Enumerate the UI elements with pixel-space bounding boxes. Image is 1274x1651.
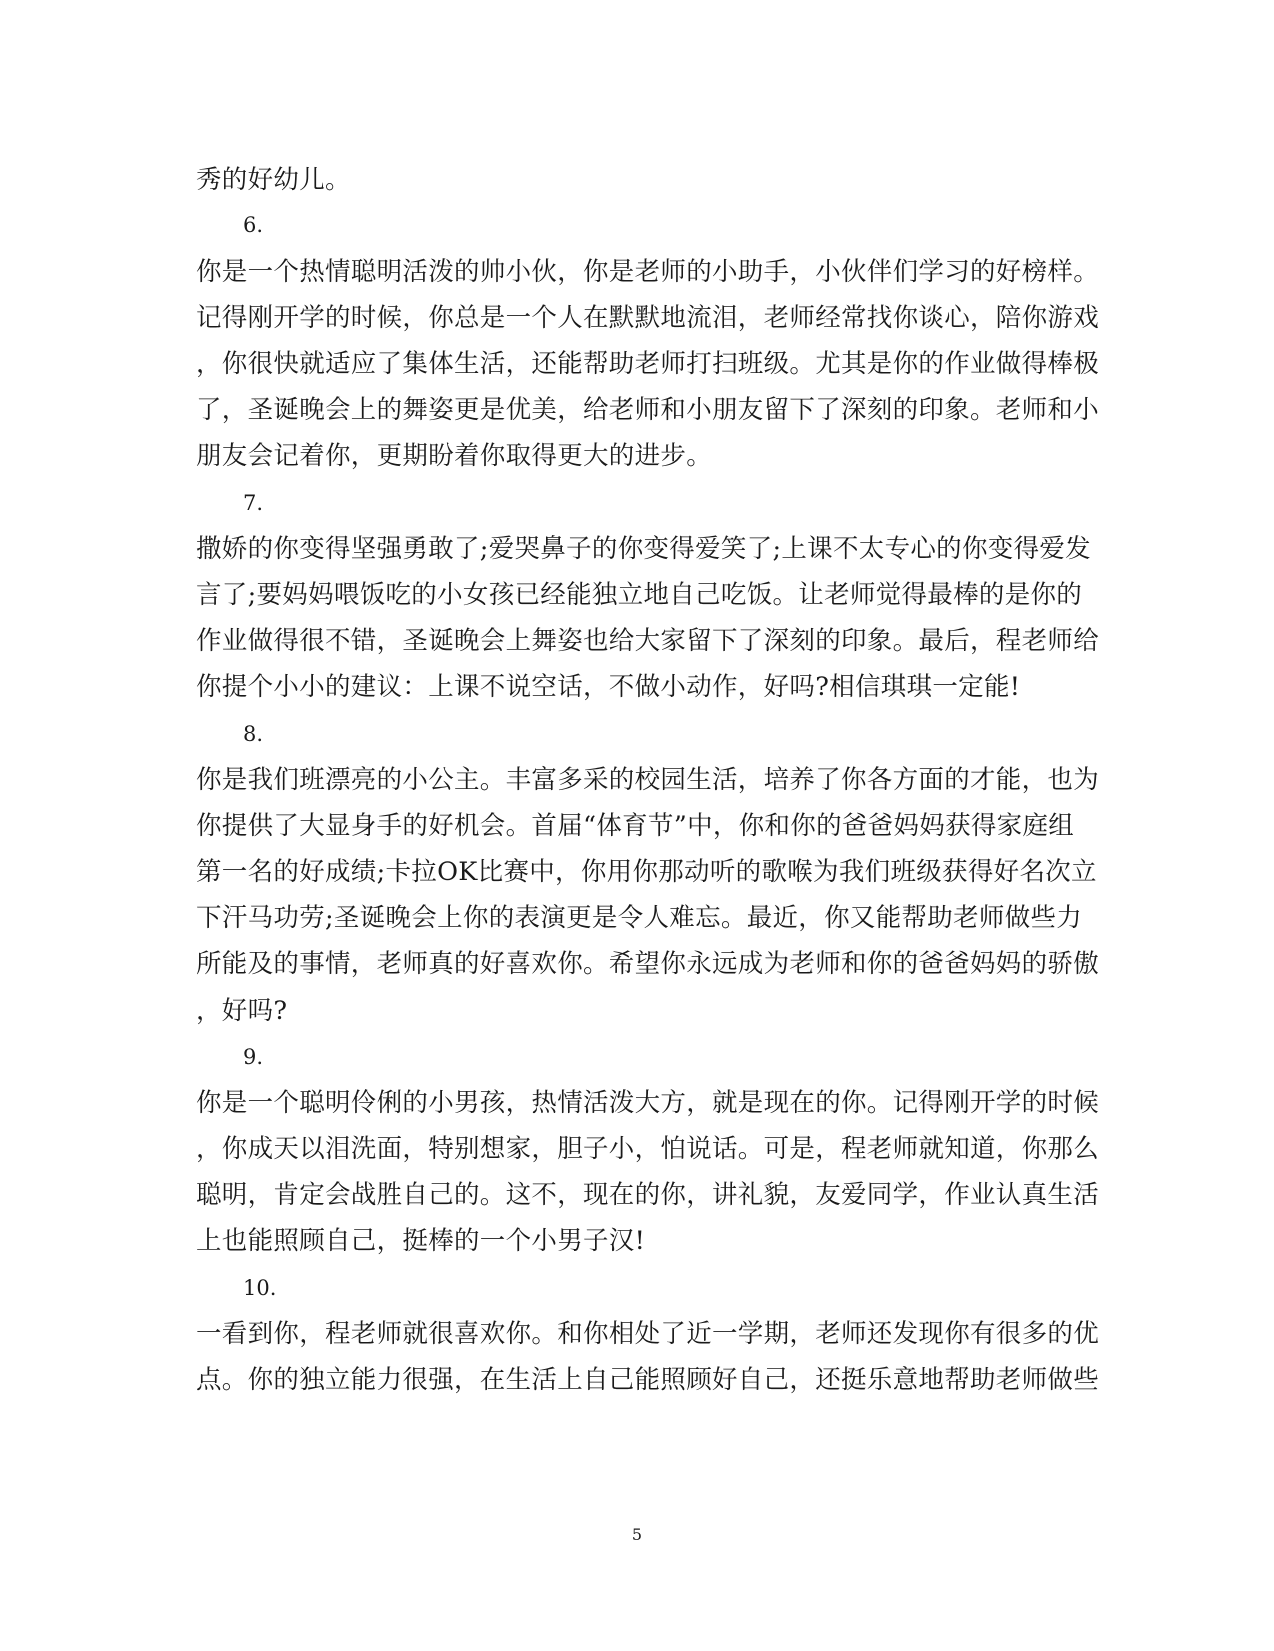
body-text-line: 朋友会记着你，更期盼着你取得更大的进步。	[196, 441, 713, 471]
body-text-line: 你提供了大显身手的好机会。首届“体育节”中，你和你的爸爸妈妈获得家庭组	[196, 811, 1075, 841]
body-text-line: 秀的好幼儿。	[196, 165, 351, 195]
body-text-line: 你是一个聪明伶俐的小男孩，热情活泼大方，就是现在的你。记得刚开学的时候	[196, 1088, 1100, 1118]
item-number: 8.	[243, 722, 264, 746]
body-text-line: 点。你的独立能力很强，在生活上自己能照顾好自己，还挺乐意地帮助老师做些	[196, 1365, 1100, 1395]
body-text-line: 你是一个热情聪明活泼的帅小伙，你是老师的小助手，小伙伴们学习的好榜样。	[196, 257, 1100, 287]
body-text-line: 一看到你，程老师就很喜欢你。和你相处了近一学期，老师还发现你有很多的优	[196, 1319, 1100, 1349]
body-text-line: 记得刚开学的时候，你总是一个人在默默地流泪，老师经常找你谈心，陪你游戏	[196, 303, 1100, 333]
body-text-line: 言了;要妈妈喂饭吃的小女孩已经能独立地自己吃饭。让老师觉得最棒的是你的	[196, 580, 1083, 610]
body-text-line: 你是我们班漂亮的小公主。丰富多采的校园生活，培养了你各方面的才能，也为	[196, 765, 1100, 795]
body-text-line: 所能及的事情，老师真的好喜欢你。希望你永远成为老师和你的爸爸妈妈的骄傲	[196, 949, 1100, 979]
body-text-line: 你提个小小的建议：上课不说空话，不做小动作，好吗?相信琪琪一定能!	[196, 672, 1021, 702]
body-text-line: 了，圣诞晚会上的舞姿更是优美，给老师和小朋友留下了深刻的印象。老师和小	[196, 395, 1100, 425]
body-text-line: 下汗马功劳;圣诞晚会上你的表演更是令人难忘。最近，你又能帮助老师做些力	[196, 903, 1083, 933]
page-number: 5	[631, 1525, 643, 1544]
body-text-line: 撒娇的你变得坚强勇敢了;爱哭鼻子的你变得爱笑了;上课不太专心的你变得爱发	[196, 534, 1091, 564]
body-text-line: 聪明，肯定会战胜自己的。这不，现在的你，讲礼貌，友爱同学，作业认真生活	[196, 1180, 1100, 1210]
body-text-line: ，好吗?	[196, 996, 288, 1026]
item-number: 10.	[243, 1276, 277, 1300]
item-number: 7.	[243, 491, 264, 515]
item-number: 9.	[243, 1045, 264, 1069]
body-text-line: 作业做得很不错，圣诞晚会上舞姿也给大家留下了深刻的印象。最后，程老师给	[196, 626, 1100, 656]
item-number: 6.	[243, 213, 264, 237]
body-text-line: 上也能照顾自己，挺棒的一个小男子汉!	[196, 1226, 646, 1256]
body-text-line: 第一名的好成绩;卡拉OK比赛中，你用你那动听的歌喉为我们班级获得好名次立	[196, 857, 1097, 887]
body-text-line: ，你成天以泪洗面，特别想家，胆子小，怕说话。可是，程老师就知道，你那么	[196, 1134, 1100, 1164]
body-text-line: ，你很快就适应了集体生活，还能帮助老师打扫班级。尤其是你的作业做得棒极	[196, 349, 1100, 379]
